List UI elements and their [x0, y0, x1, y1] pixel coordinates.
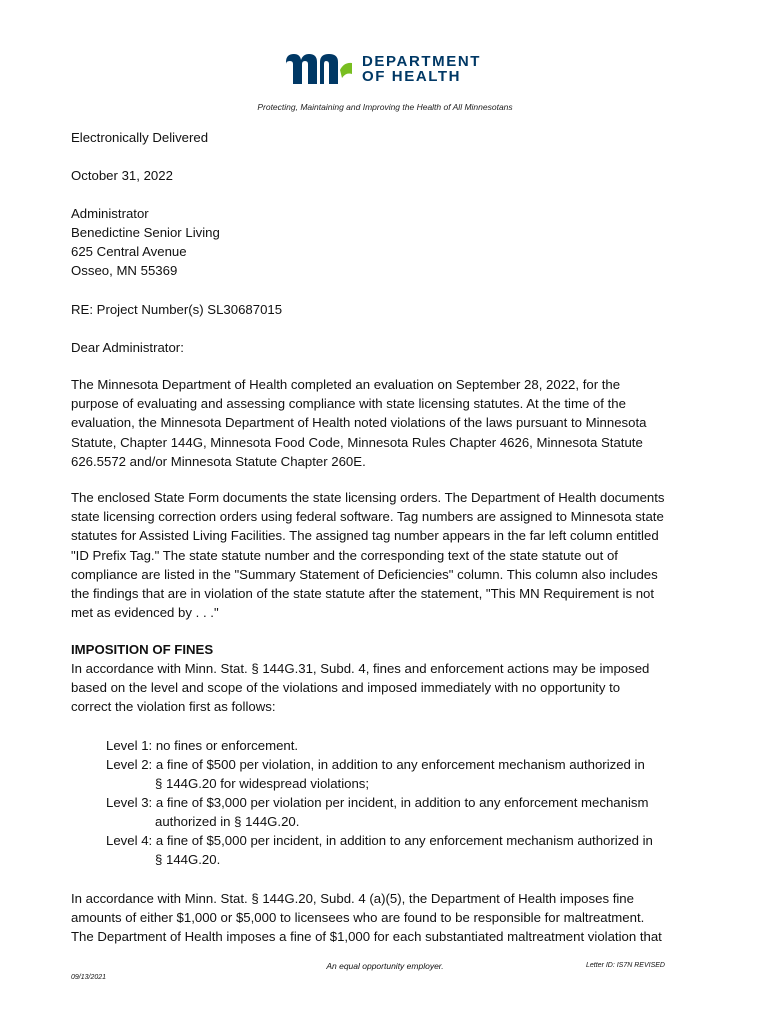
mdh-logo — [284, 52, 481, 86]
paragraph-line: based on the level and scope of the violations and imposed immediately with no opportunity to — [71, 680, 621, 696]
delivery-method: Electronically Delivered — [71, 130, 209, 145]
level-item: Level 3: a fine of $3,000 per violation per incident, in addition to any enforcement mechanism — [106, 795, 649, 810]
level-item: Level 4: a fine of $5,000 per incident, in addition to any enforcement mechanism authorized in — [106, 833, 653, 848]
paragraph-line: correct the violation first as follows: — [71, 699, 276, 715]
paragraph-line: statutes for Assisted Living Facilities. The assigned tag number appears in the far left column entitled — [71, 528, 659, 544]
paragraph-line: evaluation, the Minnesota Department of Health noted violations of the laws pursuant to Minnesota — [71, 415, 647, 431]
logo-green-accent — [340, 63, 352, 78]
logo-line-2: OF HEALTH — [362, 68, 462, 85]
footer-eoe: An equal opportunity employer. — [326, 961, 444, 971]
logo-m-shape — [286, 54, 317, 84]
recipient-line: Benedictine Senior Living — [71, 225, 220, 240]
fine-levels-list — [106, 736, 653, 869]
level-item: Level 2: a fine of $500 per violation, in addition to any enforcement mechanism authorized in — [106, 757, 645, 772]
logo-line-1: DEPARTMENT — [362, 53, 482, 70]
salutation: Dear Administrator: — [71, 340, 184, 355]
letter-date: October 31, 2022 — [71, 168, 173, 183]
level-item: Level 1: no fines or enforcement. — [106, 738, 299, 753]
paragraph-line: Statute, Chapter 144G, Minnesota Food Code, Minnesota Rules Chapter 4626, Minnesota Statute — [71, 434, 643, 450]
recipient-line: Osseo, MN 55369 — [71, 263, 178, 278]
paragraph-line: 626.5572 and/or Minnesota Statute Chapter 260E. — [71, 453, 366, 469]
paragraph-line: The Department of Health imposes a fine of $1,000 for each substantiated maltreatment violation that — [71, 929, 662, 945]
level-item-continuation: authorized in § 144G.20. — [155, 814, 300, 829]
paragraph-line: "ID Prefix Tag." The state statute number and the corresponding text of the state statute out of — [71, 547, 618, 563]
mn-logo-icon — [284, 52, 354, 86]
paragraph-line: In accordance with Minn. Stat. § 144G.31, Subd. 4, fines and enforcement actions may be imposed — [71, 661, 650, 676]
paragraph-line: met as evidenced by . . ." — [71, 605, 219, 621]
paragraph-line: The Minnesota Department of Health completed an evaluation on September 28, 2022, for the — [71, 377, 621, 392]
section-heading: IMPOSITION OF FINES — [71, 642, 214, 657]
paragraph-line: The enclosed State Form documents the state licensing orders. The Department of Health documents — [71, 490, 665, 505]
recipient-line: Administrator — [71, 206, 149, 221]
paragraph-line: state licensing correction orders using federal software. Tag numbers are assigned to Minnesota state — [71, 509, 664, 525]
level-item-continuation: § 144G.20 for widespread violations; — [155, 776, 370, 791]
footer-date: 09/13/2021 — [71, 974, 107, 981]
paragraph-line: In accordance with Minn. Stat. § 144G.20, Subd. 4 (a)(5), the Department of Health imposes fine — [71, 891, 634, 906]
logo-wordmark — [362, 54, 481, 84]
footer-letter-id: Letter ID: IS7N REVISED — [586, 962, 665, 969]
level-item-continuation: § 144G.20. — [155, 852, 221, 867]
paragraph-3 — [71, 659, 699, 717]
paragraph-1 — [71, 375, 699, 471]
paragraph-line: purpose of evaluating and assessing compliance with state licensing statutes. At the time of the — [71, 396, 626, 412]
re-line: RE: Project Number(s) SL30687015 — [71, 302, 283, 317]
paragraph-2 — [71, 488, 699, 622]
paragraph-4 — [71, 889, 699, 947]
recipient-block — [71, 204, 220, 280]
recipient-line: 625 Central Avenue — [71, 244, 187, 259]
paragraph-line: amounts of either $1,000 or $5,000 to licensees who are found to be responsible for maltreatment. — [71, 910, 645, 926]
logo-n-shape — [320, 54, 338, 84]
tagline: Protecting, Maintaining and Improving the Health of All Minnesotans — [257, 102, 513, 112]
paragraph-line: compliance are listed in the "Summary Statement of Deficiencies" column. This column also includes — [71, 566, 658, 582]
paragraph-line: the findings that are in violation of the state statute after the statement, "This MN Requirement is not — [71, 586, 655, 602]
